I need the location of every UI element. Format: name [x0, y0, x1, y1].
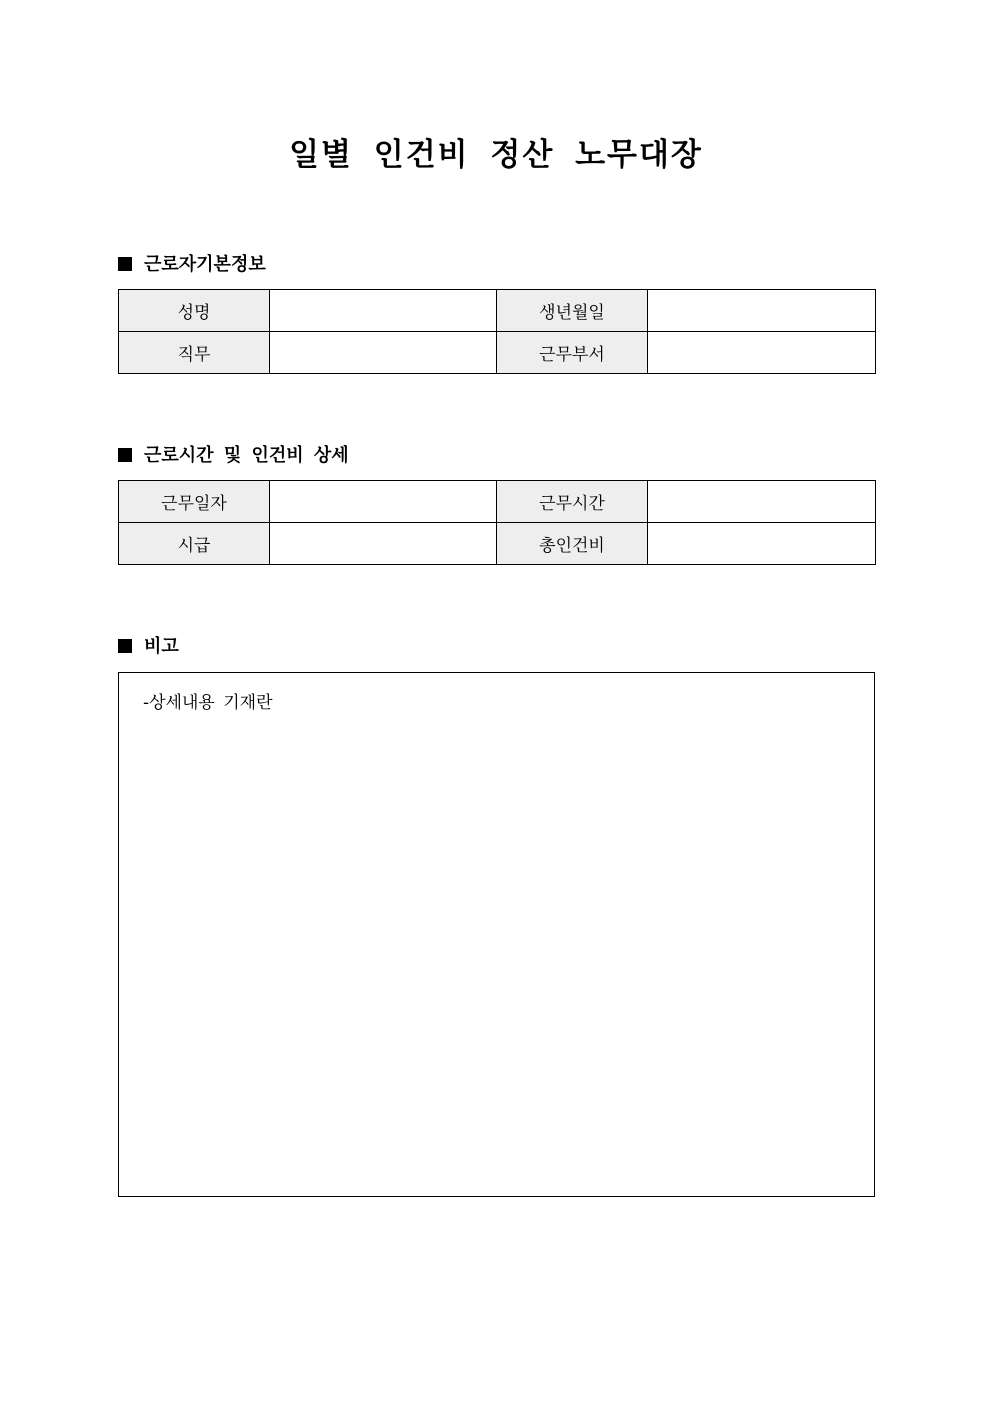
label-work-date: 근무일자: [119, 481, 270, 523]
table-row: [119, 481, 876, 523]
section-heading-work-detail: [118, 443, 349, 469]
work-detail-table: [118, 480, 876, 565]
table-row: [119, 332, 876, 374]
square-bullet-icon: [118, 257, 132, 271]
table-row: [119, 523, 876, 565]
name-field[interactable]: [270, 290, 497, 332]
label-birthdate: 생년월일: [497, 290, 648, 332]
label-total-labor-cost: 총인건비: [497, 523, 648, 565]
label-job: 직무: [119, 332, 270, 374]
basic-info-table: [118, 289, 876, 374]
job-field[interactable]: [270, 332, 497, 374]
label-hourly-wage: 시급: [119, 523, 270, 565]
work-hours-field[interactable]: [648, 481, 876, 523]
square-bullet-icon: [118, 639, 132, 653]
total-labor-cost-field[interactable]: [648, 523, 876, 565]
section-heading-remarks: [118, 634, 179, 660]
hourly-wage-field[interactable]: [270, 523, 497, 565]
label-department: 근무부서: [497, 332, 648, 374]
section-heading-text: 근로자기본정보: [144, 254, 266, 275]
table-row: [119, 290, 876, 332]
section-heading-text: 비고: [144, 636, 179, 657]
work-date-field[interactable]: [270, 481, 497, 523]
department-field[interactable]: [648, 332, 876, 374]
section-heading-text: 근로시간 및 인건비 상세: [144, 445, 349, 466]
label-work-hours: 근무시간: [497, 481, 648, 523]
square-bullet-icon: [118, 448, 132, 462]
section-heading-basic-info: [118, 252, 266, 278]
remarks-placeholder: -상세내용 기재란: [143, 693, 273, 713]
label-name: 성명: [119, 290, 270, 332]
page-title: 일별 인건비 정산 노무대장: [289, 137, 703, 173]
remarks-textarea[interactable]: [118, 672, 875, 1197]
birthdate-field[interactable]: [648, 290, 876, 332]
